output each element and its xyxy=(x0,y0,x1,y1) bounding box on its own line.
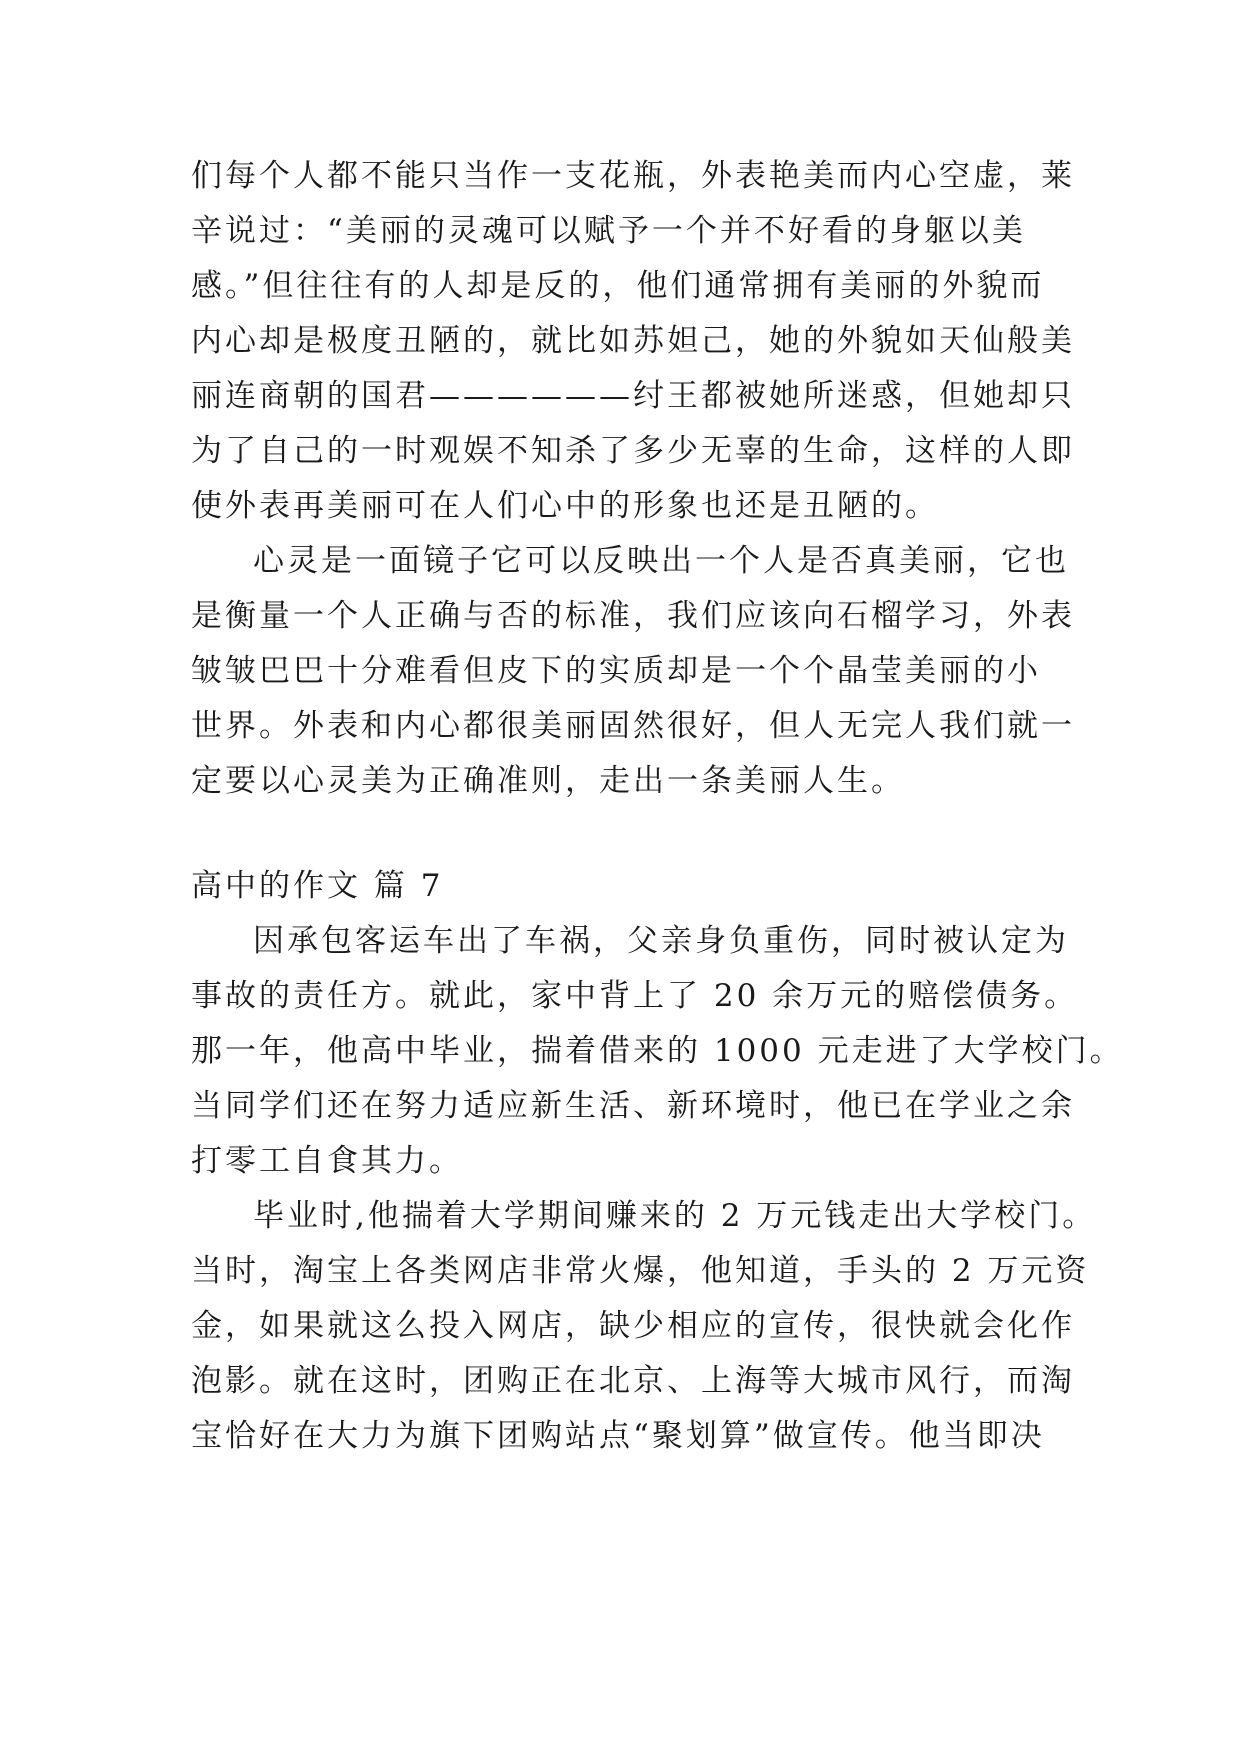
text-line: 当时，淘宝上各类网店非常火爆，他知道，手头的 2 万元资 xyxy=(191,1253,1090,1289)
text-line: 心灵是一面镜子它可以反映出一个人是否真美丽，它也 xyxy=(253,543,1069,579)
text-line: 打零工自食其力。 xyxy=(191,1143,463,1179)
text-line: 们每个人都不能只当作一支花瓶，外表艳美而内心空虚，莱 xyxy=(191,158,1075,194)
text-line: 内心却是极度丑陋的，就比如苏妲己，她的外貌如天仙般美 xyxy=(191,323,1075,359)
text-line: 当同学们还在努力适应新生活、新环境时，他已在学业之余 xyxy=(191,1088,1075,1124)
text-line: 使外表再美丽可在人们心中的形象也还是丑陋的。 xyxy=(191,488,939,524)
text-line: 金，如果就这么投入网店，缺少相应的宣传，很快就会化作 xyxy=(191,1308,1075,1344)
text-line: 那一年，他高中毕业，揣着借来的 1000 元走进了大学校门。 xyxy=(191,1033,1124,1069)
text-line: 毕业时,他揣着大学期间赚来的 2 万元钱走出大学校门。 xyxy=(253,1198,1097,1234)
text-line: 宝恰好在大力为旗下团购站点“聚划算”做宣传。他当即决 xyxy=(191,1418,1045,1454)
text-line: 感。”但往往有的人却是反的，他们通常拥有美丽的外貌而 xyxy=(191,268,1045,304)
section-title: 高中的作文 篇 7 xyxy=(191,868,444,904)
text-line: 丽连商朝的国君——————纣王都被她所迷惑，但她却只 xyxy=(191,378,1075,414)
text-line: 世界。外表和内心都很美丽固然很好，但人无完人我们就一 xyxy=(191,708,1075,744)
text-line: 泡影。就在这时，团购正在北京、上海等大城市风行，而淘 xyxy=(191,1363,1075,1399)
text-line: 定要以心灵美为正确准则，走出一条美丽人生。 xyxy=(191,763,905,799)
text-line: 皱皱巴巴十分难看但皮下的实质却是一个个晶莹美丽的小 xyxy=(191,653,1041,689)
text-line: 因承包客运车出了车祸，父亲身负重伤，同时被认定为 xyxy=(253,923,1069,959)
text-line: 辛说过：“美丽的灵魂可以赋予一个并不好看的身躯以美 xyxy=(191,213,1026,249)
text-line: 事故的责任方。就此，家中背上了 20 余万元的赔偿债务。 xyxy=(191,978,1079,1014)
text-line: 为了自己的一时观娱不知杀了多少无辜的生命，这样的人即 xyxy=(191,433,1075,469)
text-line: 是衡量一个人正确与否的标准，我们应该向石榴学习，外表 xyxy=(191,598,1075,634)
